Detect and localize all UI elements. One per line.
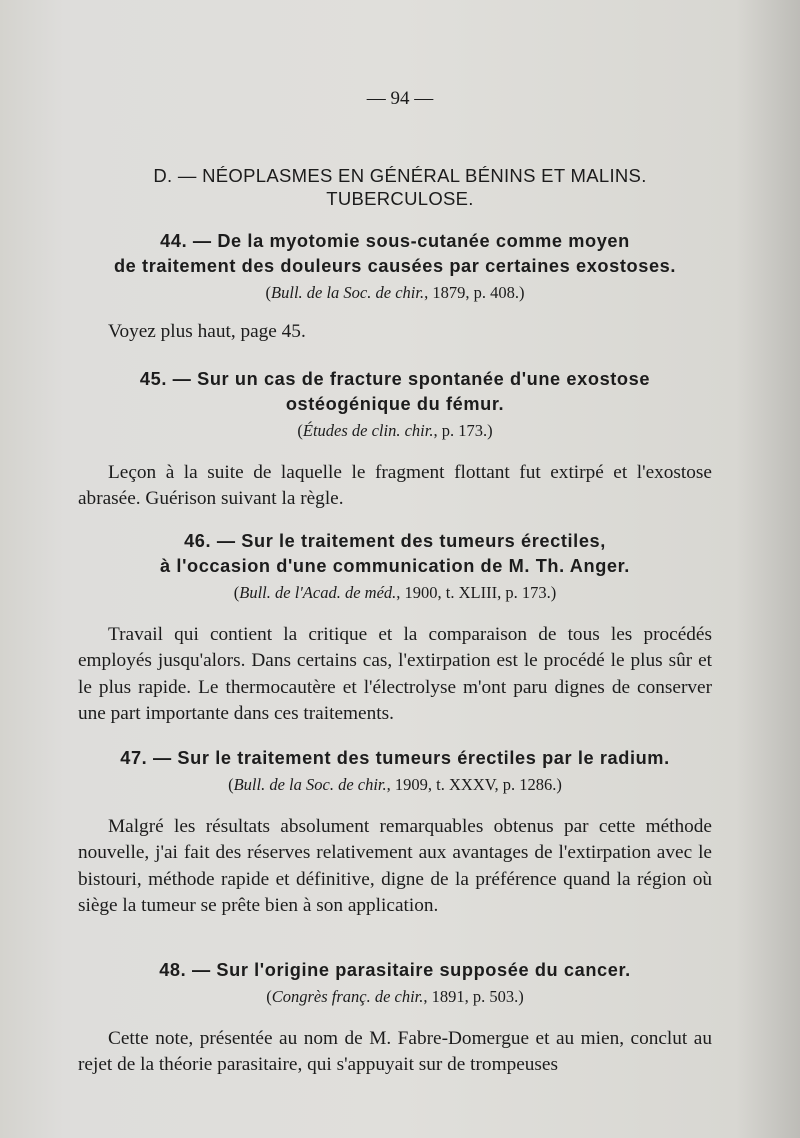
entry-body: Cette note, présentée au nom de M. Fabre-Domergue et au mien, conclut au rejet de la théorie parasitaire, qui s'appuyait sur de trompeuses xyxy=(78,1028,712,1076)
entry-body: Travail qui contient la critique et la comparaison de tous les procédés employés jusqu'alors. Dans certains cas, l'extirpation est le procédé le plus sûr et le plus rapide. Le thermocautère et l'électrolyse m'ont paru dignes de conserver une part importante dans ces traitements. xyxy=(78,624,712,724)
citation-source: Études de clin. chir. xyxy=(302,421,434,440)
entry-title-line: à l'occasion d'une communication de M. Th. Anger. xyxy=(160,556,630,576)
entry-45 xyxy=(78,367,712,513)
entry-title xyxy=(78,958,712,983)
entry-body: Malgré les résultats absolument remarquables obtenus par cette méthode nouvelle, j'ai fait des réserves relativement aux avantages de l'extirpation avec le bistouri, méthode rapide et définitive, digne de la préférence quand la région où siège la tumeur se prête bien à son application. xyxy=(78,816,712,916)
entry-title xyxy=(78,529,712,579)
entry-title-line: ostéogénique du fémur. xyxy=(285,394,505,414)
citation-details: , 1900, t. XLIII, p. 173. xyxy=(396,583,551,602)
entry-title xyxy=(78,746,712,771)
entry-46 xyxy=(78,529,712,727)
entry-title-line: 48. — Sur l'origine parasitaire supposée du cancer. xyxy=(159,960,631,980)
entry-title-line: de traitement des douleurs causées par certaines exostoses. xyxy=(113,256,677,276)
entry-47 xyxy=(78,746,712,919)
entry-title-line: 45. — Sur un cas de fracture spontanée d'une exostose xyxy=(139,369,651,389)
entry-body: Leçon à la suite de laquelle le fragment flottant fut extirpé et l'exostose abrasée. Guérison suivant la règle. xyxy=(78,462,712,510)
citation-details: , 1909, t. XXXV, p. 1286. xyxy=(386,775,557,794)
entry-citation: (Bull. de l'Acad. de méd., 1900, t. XLIII, p. 173.) xyxy=(233,583,557,602)
citation-source: Bull. de la Soc. de chir. xyxy=(233,775,387,794)
citation-source: Bull. de la Soc. de chir. xyxy=(271,283,425,302)
entry-44 xyxy=(78,229,712,345)
citation-details: , 1879, p. 408. xyxy=(424,283,519,302)
entry-title xyxy=(78,367,712,417)
citation-details: , 1891, p. 503. xyxy=(423,987,519,1006)
entry-citation: (Bull. de la Soc. de chir., 1879, p. 408.) xyxy=(265,283,525,302)
section-heading xyxy=(60,164,740,210)
entry-body: Voyez plus haut, page 45. xyxy=(108,321,306,342)
entry-48 xyxy=(78,958,712,1079)
entry-citation: (Bull. de la Soc. de chir., 1909, t. XXXV, p. 1286.) xyxy=(228,775,562,794)
entry-citation: (Congrès franç. de chir., 1891, p. 503.) xyxy=(266,987,524,1006)
entry-title-line: 44. — De la myotomie sous-cutanée comme moyen xyxy=(160,231,630,251)
section-heading-line1: D. — NÉOPLASMES EN GÉNÉRAL BÉNINS ET MALINS. xyxy=(153,165,647,186)
page-number: — 94 — xyxy=(366,88,434,109)
entry-citation: (Études de clin. chir., p. 173.) xyxy=(297,421,493,440)
citation-details: , p. 173. xyxy=(433,421,488,440)
entry-title-line: 47. — Sur le traitement des tumeurs érectiles par le radium. xyxy=(120,748,670,768)
citation-source: Congrès franç. de chir. xyxy=(271,987,424,1006)
section-heading-line2: TUBERCULOSE. xyxy=(326,188,474,209)
citation-source: Bull. de l'Acad. de méd. xyxy=(239,583,397,602)
entry-title-line: 46. — Sur le traitement des tumeurs érectiles, xyxy=(184,531,606,551)
entry-title xyxy=(78,229,712,279)
